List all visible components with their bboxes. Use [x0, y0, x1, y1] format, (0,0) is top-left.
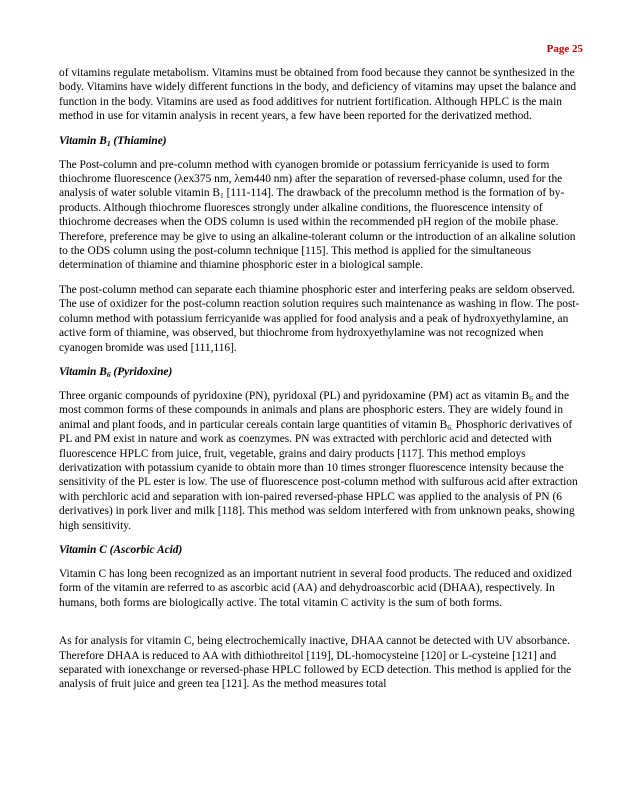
heading-b1-subscript: 1	[106, 138, 111, 148]
b1-paragraph-2: The post-column method can separate each thiamine phosphoric ester and interfering peaks are seldom observed. The use of oxidizer for the post-column reaction solution requires such maintenance as washing in flow. The post-column method with potassium ferricyanide was applied for food analysis and a peak of hydroxyethylamine, an active form of thiamine, was observed, but thiochrome from hydroxyethylamine was not recognized when cyanogen bromide was used [111,116].	[59, 283, 580, 354]
b6-paragraph-subscript-1: 6	[529, 393, 533, 403]
b6-paragraph-part-c: Phosphoric derivatives of PL and PM exist in nature and work as coenzymes. PN was extracted with perchloric acid and detected with fluorescence HPLC from juice, fruit, vegetable, grains and dairy products [117]. This method employs derivatization with potassium cyanide to obtain more than 10 times stronger fluorescence intensity because the sensitivity of the PL ester is low. The use of fluorescence post-column method with sulfurous acid after extraction with perchloric acid and separation with ion-paired reversed-phase HPLC was applied to the analysis of PN (6 derivatives) in pork liver and milk [118]. This method was seldom interfered with from unknown peaks, showing high sensitivity.	[59, 418, 578, 532]
b6-paragraph	[59, 389, 585, 533]
vitamin-c-paragraph-2: As for analysis for vitamin C, being electrochemically inactive, DHAA cannot be detected with UV absorbance. Therefore DHAA is reduced to AA with dithiothreitol [119], DL-homocysteine [120] or L-cysteine [121] and separated with ionexchange or reversed-phase HPLC followed by ECD detection. This method is applied for the analysis of fruit juice and green tea [121]. As the method measures total	[59, 635, 572, 691]
heading-vitamin-c: Vitamin C (Ascorbic Acid)	[59, 543, 183, 556]
b1-paragraph-1-part-b: [111-114]. The drawback of the precolumn method is the formation of by-products. Although thiochrome fluoresces strongly under alkaline conditions, the fluorescence intensity of thiochrome decreases when the ODS column is used within the recommended pH region of the mobile phase. Therefore, preference may be give to using an alkaline-tolerant column or the introduction of an alkaline solution to the ODS column using the post-column technique [115]. This method is applied for the simultaneous determination of thiamine and thiamine phosphoric ester in a biological sample.	[59, 187, 576, 272]
document-body	[59, 66, 585, 692]
b1-paragraph-1-subscript: 1	[220, 191, 224, 201]
intro-paragraph: of vitamins regulate metabolism. Vitamins must be obtained from food because they cannot be synthesized in the body. Vitamins have widely different functions in the body, and deficiency of vitamins may upset the balance and function in the body. Vitamins are used as food additives for nutrient fortification. Although HPLC is the main method in use for vitamin analysis in recent years, a few have been reported for the derivatized method.	[59, 67, 577, 123]
b6-paragraph-part-b: and the most common forms of these compounds in animals and plans are phosphoric esters. They are widely found in animal and plant foods, and in particular cereals contain large quantities of vitamin B	[59, 389, 569, 431]
heading-b6-prefix: Vitamin B	[59, 365, 107, 378]
vitamin-c-paragraph-1: Vitamin C has long been recognized as an important nutrient in several food products. The reduced and oxidized form of the vitamin are referred to as ascorbic acid (AA) and dehydroascorbic acid (DHAA), respectively. In humans, both forms are biologically active. The total vitamin C activity is the sum of both forms.	[59, 567, 572, 609]
b6-paragraph-part-a: Three organic compounds of pyridoxine (PN), pyridoxal (PL) and pyridoxamine (PM) act as vitamin B	[59, 389, 530, 402]
b1-paragraph-1-part-a: The Post-column and pre-column method with cyanogen bromide or potassium ferricyanide is used to form thiochrome fluorescence (λex375 nm, λem440 nm) after the separation of reversed-phase column, used for the analysis of water soluble vitamin B	[59, 158, 563, 200]
heading-vitamin-b6	[59, 365, 585, 379]
b6-paragraph-subscript-2: 6.	[447, 422, 453, 432]
heading-b6-subscript: 6	[106, 369, 111, 379]
heading-b1-prefix: Vitamin B	[59, 134, 107, 147]
heading-b1-suffix: (Thiamine)	[110, 134, 167, 147]
heading-vitamin-b1	[59, 134, 585, 148]
b1-paragraph-1	[59, 158, 585, 273]
heading-b6-suffix: (Pyridoxine)	[110, 365, 173, 378]
page-number: Page 25	[546, 43, 583, 55]
